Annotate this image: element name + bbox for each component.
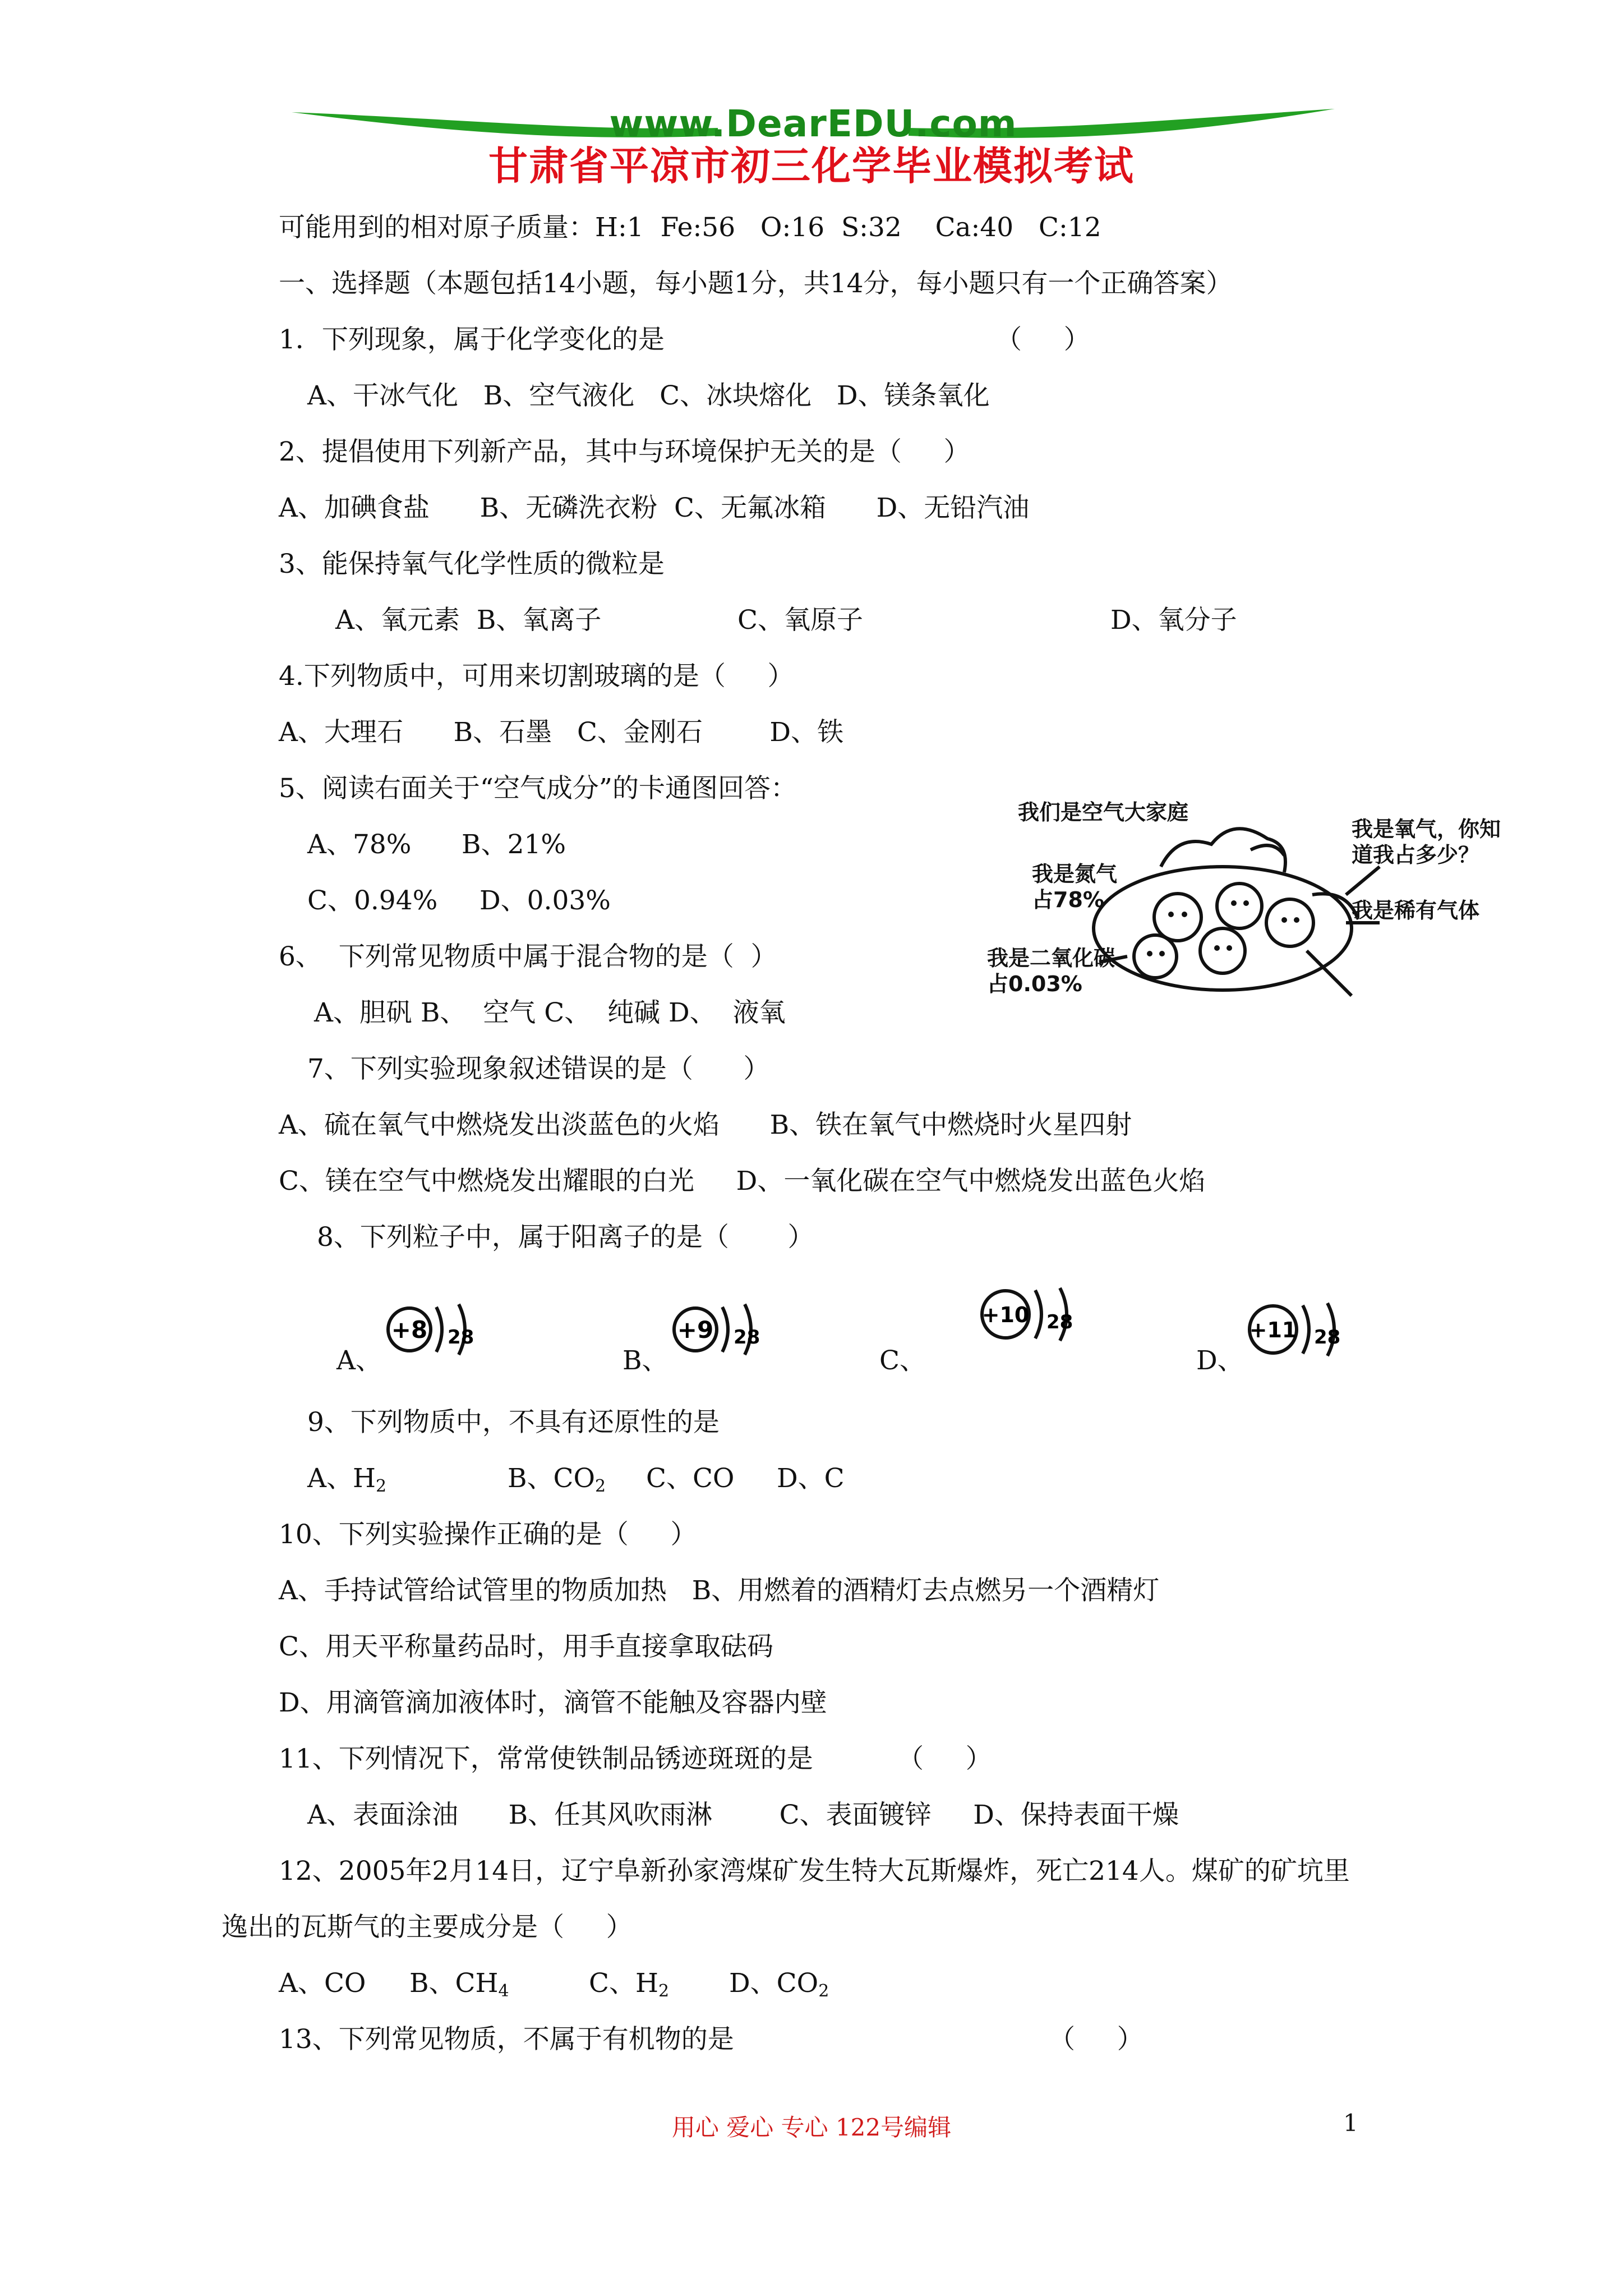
question-6: 6、 下列常见物质中属于混合物的是（ ）: [279, 941, 777, 972]
question-10-option-c: C、用天平称量药品时，用手直接拿取砝码: [279, 1631, 773, 1662]
question-9: 9、下列物质中，不具有还原性的是: [307, 1407, 720, 1438]
question-10: 10、下列实验操作正确的是（ ）: [279, 1519, 697, 1550]
question-9-option-d: D、C: [777, 1463, 845, 1494]
question-11: 11、下列情况下，常常使铁制品锈迹斑斑的是: [279, 1743, 813, 1774]
cartoon-nitrogen-label: 我是氮气 占78%: [1032, 862, 1118, 912]
question-3-option-c: C、氧原子: [737, 605, 863, 636]
answer-blank: （ ）: [995, 324, 1090, 355]
nucleus-d: +11: [1249, 1318, 1297, 1342]
shells-c: 28: [1046, 1311, 1073, 1333]
logo-text: www.DearEDU.com: [609, 102, 1017, 145]
question-1: 1．下列现象，属于化学变化的是: [279, 324, 665, 355]
atom-diagram-a: [381, 1293, 488, 1366]
nucleus-b: +9: [677, 1316, 714, 1343]
question-12-option-c: C、$H_2$: [589, 1968, 670, 2001]
question-7: 7、下列实验现象叙述错误的是（ ）: [307, 1053, 770, 1084]
cartoon-oxygen-label: 我是氧气，你知 道我占多少？: [1352, 817, 1501, 867]
question-8: 8、下列粒子中，属于阳离子的是（ ）: [317, 1222, 814, 1253]
atom-diagram-b: [667, 1293, 774, 1366]
question-6-options: A、胆矾 B、 空气 C、 纯碱 D、 液氧: [314, 997, 786, 1028]
question-5-options-ab: A、78% B、21%: [307, 829, 566, 860]
page-number: 1: [1343, 2109, 1358, 2137]
air-composition-cartoon: [987, 783, 1525, 1029]
question-9-option-a: A、$H_2$: [307, 1463, 387, 1496]
shells-d: 28: [1314, 1326, 1341, 1349]
question-7-options-ab: A、硫在氧气中燃烧发出淡蓝色的火焰 B、铁在氧气中燃烧时火星四射: [279, 1110, 1132, 1140]
atom-c-label: C、: [879, 1345, 926, 1376]
question-9-option-c: C、CO: [646, 1463, 735, 1494]
question-12-line-2: 逸出的瓦斯气的主要成分是（ ）: [222, 1912, 633, 1943]
question-2-options: A、加碘食盐 B、无磷洗衣粉 C、无氟冰箱 D、无铅汽油: [279, 493, 1030, 523]
atom-a-label: A、: [336, 1345, 382, 1376]
question-9-option-b: B、$CO_2$: [508, 1463, 606, 1496]
atom-b-label: B、: [623, 1345, 668, 1376]
atom-diagram-d: [1242, 1293, 1360, 1366]
section-heading: 一、选择题（本题包括14小题，每小题1分，共14分，每小题只有一个正确答案）: [279, 268, 1233, 299]
question-1-options: A、干冰气化 B、空气液化 C、冰块熔化 D、镁条氧化: [307, 380, 990, 411]
question-12-line-1: 12、2005年2月14日，辽宁阜新孙家湾煤矿发生特大瓦斯爆炸，死亡214人。煤矿的矿坑里: [279, 1856, 1350, 1887]
question-5: 5、阅读右面关于“空气成分”的卡通图回答：: [279, 773, 797, 804]
page-title: 甘肃省平凉市初三化学毕业模拟考试: [488, 142, 1135, 189]
question-12-option-b: B、$CH_4$: [409, 1968, 509, 2001]
nucleus-c: +10: [981, 1303, 1030, 1327]
atom-d-label: D、: [1196, 1345, 1244, 1376]
question-10-option-d: D、用滴管滴加液体时，滴管不能触及容器内壁: [279, 1687, 827, 1718]
question-3-option-d: D、氧分子: [1110, 605, 1237, 636]
question-12-option-a: A、CO: [279, 1968, 366, 1999]
question-11-options: A、表面涂油 B、任其风吹雨淋 C、表面镀锌 D、保持表面干燥: [307, 1800, 1179, 1830]
page-footer: 用心 爱心 专心 122号编辑: [671, 2114, 952, 2141]
atomic-masses: 可能用到的相对原子质量：H:1 Fe:56 O:16 S:32 Ca:40 C:12: [279, 212, 1101, 243]
question-5-options-cd: C、0.94% D、0.03%: [307, 885, 611, 916]
question-7-options-cd: C、镁在空气中燃烧发出耀眼的白光 D、一氧化碳在空气中燃烧发出蓝色火焰: [279, 1166, 1206, 1197]
question-10-options-ab: A、手持试管给试管里的物质加热 B、用燃着的酒精灯去点燃另一个酒精灯: [279, 1575, 1160, 1606]
question-3-option-ab: A、氧元素 B、氧离子: [335, 605, 602, 636]
question-12-option-d: D、$CO_2$: [729, 1968, 829, 2001]
nucleus-a: +8: [391, 1316, 428, 1343]
question-2: 2、提倡使用下列新产品，其中与环境保护无关的是（ ）: [279, 436, 970, 467]
answer-blank: （ ）: [897, 1743, 992, 1774]
cartoon-noble-gas-label: 我是稀有气体: [1352, 898, 1480, 923]
cartoon-family-label: 我们是空气大家庭: [1018, 800, 1189, 825]
atom-diagram-c: [975, 1278, 1092, 1351]
question-3: 3、能保持氧气化学性质的微粒是: [279, 549, 665, 579]
question-13: 13、下列常见物质，不属于有机物的是: [279, 2024, 734, 2055]
cartoon-co2-label: 我是二氧化碳 占0.03%: [987, 946, 1115, 996]
question-4-options: A、大理石 B、石墨 C、金刚石 D、铁: [279, 717, 844, 748]
shells-b: 28: [734, 1326, 760, 1349]
question-4: 4.下列物质中，可用来切割玻璃的是（ ）: [279, 661, 794, 692]
shells-a: 28: [448, 1326, 474, 1349]
answer-blank: （ ）: [1049, 2024, 1144, 2055]
